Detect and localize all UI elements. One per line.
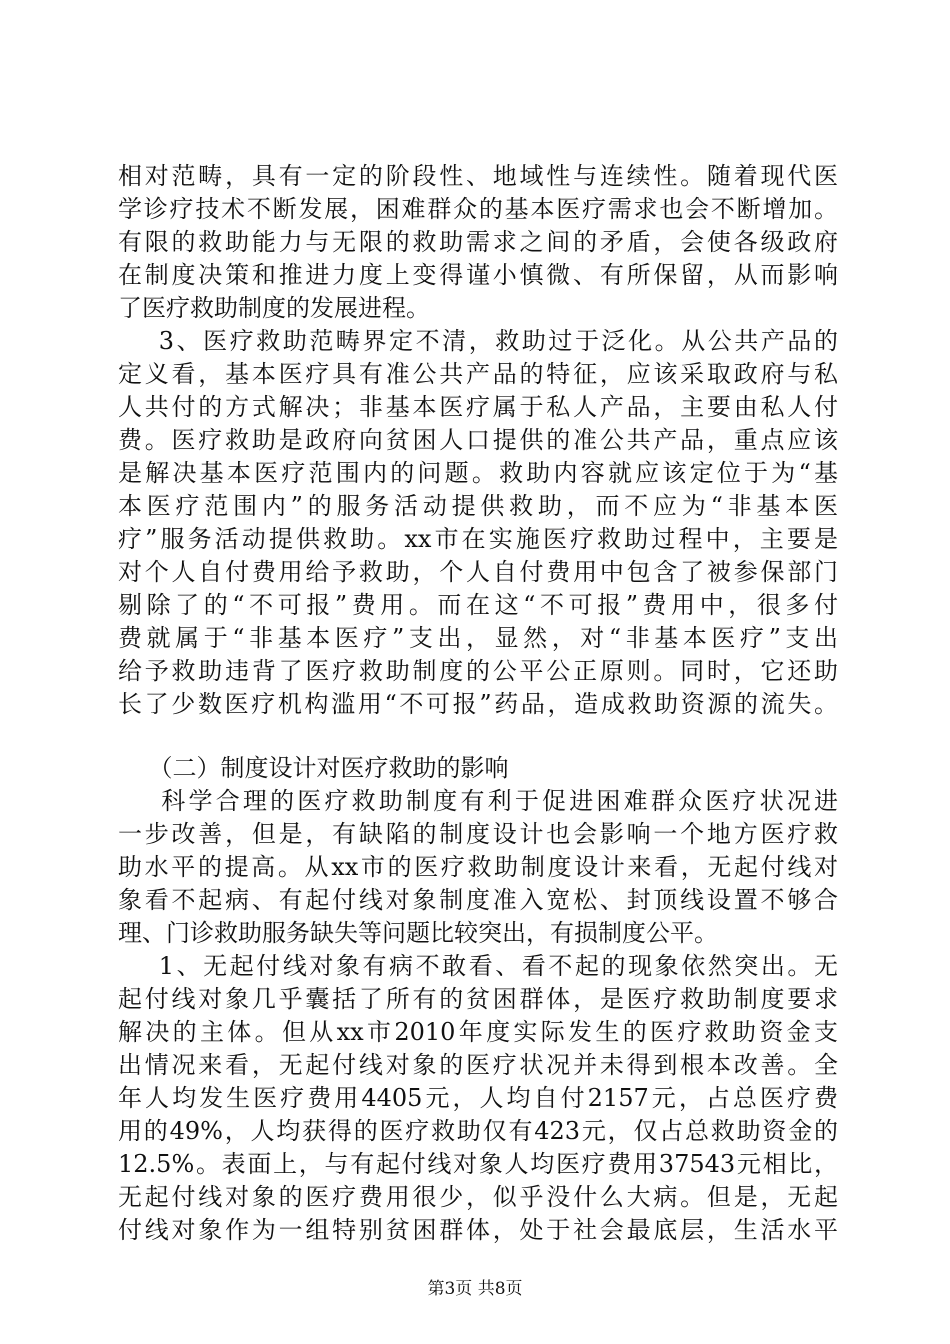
text-line: 给予救助违背了医疗救助制度的公平公正原则。同时，它还助 [118,657,838,685]
paragraph-1 [118,160,838,325]
text-line: 人共付的方式解决；非基本医疗属于私人产品，主要由私人付 [118,393,838,421]
text-line: 定义看，基本医疗具有准公共产品的特征，应该采取政府与私 [118,360,838,388]
text-line: 出情况来看，无起付线对象的医疗状况并未得到根本改善。全 [118,1051,838,1079]
text-line: 助水平的提高。从xx市的医疗救助制度设计来看，无起付线对 [118,853,838,881]
page-number: 第3页 共8页 [427,1279,523,1299]
document-body [118,160,838,1247]
text-line: 起付线对象几乎囊括了所有的贫困群体，是医疗救助制度要求 [118,985,838,1013]
text-line: 3、医疗救助范畴界定不清，救助过于泛化。从公共产品的 [118,327,838,355]
text-line: 是解决基本医疗范围内的问题。救助内容就应该定位于为“基 [118,459,838,487]
text-line: 12.5%。表面上，与有起付线对象人均医疗费用37543元相比， [118,1150,838,1178]
section-heading: （二）制度设计对医疗救助的影响 [118,754,509,782]
text-line: 解决的主体。但从xx市2010年度实际发生的医疗救助资金支 [118,1018,838,1046]
paragraph-4 [118,950,838,1247]
text-line: 了医疗救助制度的发展进程。 [118,294,430,322]
text-line: 有限的救助能力与无限的救助需求之间的矛盾，会使各级政府 [118,228,838,256]
paragraph-3 [118,785,838,950]
text-line: 科学合理的医疗救助制度有利于促进困难群众医疗状况进 [118,787,838,815]
text-line: 1、无起付线对象有病不敢看、看不起的现象依然突出。无 [118,952,838,980]
text-line: 相对范畴，具有一定的阶段性、地域性与连续性。随着现代医 [118,162,838,190]
text-line: 象看不起病、有起付线对象制度准入宽松、封顶线设置不够合 [118,886,838,914]
text-line: 费。医疗救助是政府向贫困人口提供的准公共产品，重点应该 [118,426,838,454]
text-line: 无起付线对象的医疗费用很少，似乎没什么大病。但是，无起 [118,1183,838,1211]
text-line: 长了少数医疗机构滥用“不可报”药品，造成救助资源的流失。 [118,690,838,718]
text-line: 对个人自付费用给予救助，个人自付费用中包含了被参保部门 [118,558,838,586]
text-line: 用的49%，人均获得的医疗救助仅有423元，仅占总救助资金的 [118,1117,838,1145]
text-line: 一步改善，但是，有缺陷的制度设计也会影响一个地方医疗救 [118,820,838,848]
paragraph-2 [118,325,838,721]
text-line: 付线对象作为一组特别贫困群体，处于社会最底层，生活水平 [118,1216,838,1244]
text-line: 疗”服务活动提供救助。xx市在实施医疗救助过程中，主要是 [118,525,838,553]
text-line: 本医疗范围内”的服务活动提供救助，而不应为“非基本医 [118,492,838,520]
text-line: 剔除了的“不可报”费用。而在这“不可报”费用中，很多付 [118,591,838,619]
text-line: 年人均发生医疗费用4405元，人均自付2157元，占总医疗费 [118,1084,838,1112]
text-line: 学诊疗技术不断发展，困难群众的基本医疗需求也会不断增加。 [118,195,838,223]
text-line: 费就属于“非基本医疗”支出，显然，对“非基本医疗”支出 [118,624,838,652]
text-line: 在制度决策和推进力度上变得谨小慎微、有所保留，从而影响 [118,261,838,289]
section-gap [118,721,838,752]
text-line: 理、门诊救助服务缺失等问题比较突出，有损制度公平。 [118,919,718,947]
